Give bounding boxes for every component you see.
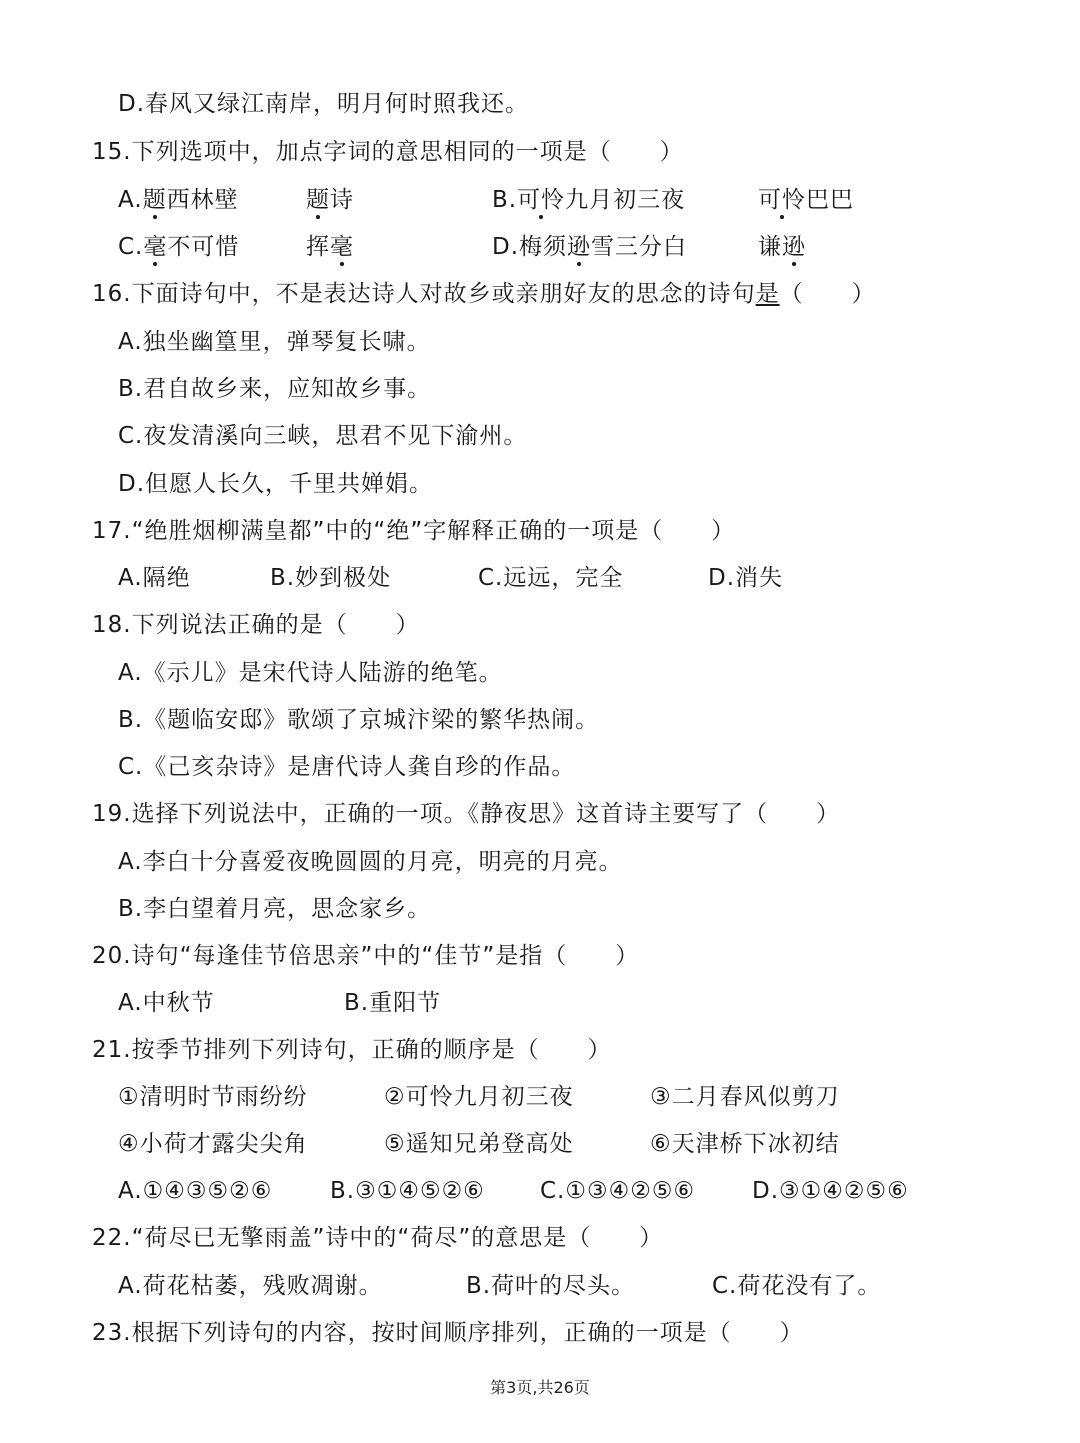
q21-item-5: ⑤遥知兄弟登高处: [384, 1131, 574, 1157]
q21-option-c: C.①③④②⑤⑥: [540, 1178, 696, 1204]
q16-option-a: A.独坐幽篁里，弹琴复长啸。: [118, 329, 431, 355]
q17-options: [0, 558, 1080, 598]
q17-option-d: D.消失: [708, 565, 784, 591]
q17-stem: 17.“绝胜烟柳满皇都”中的“绝”字解释正确的一项是（ ）: [92, 518, 736, 544]
q22-stem: 22.“荷尽已无擎雨盖”诗中的“荷尽”的意思是（ ）: [92, 1225, 664, 1251]
q21-items-row2: [0, 1124, 1080, 1164]
q21-option-b: B.③①④⑤②⑥: [330, 1178, 485, 1204]
q15-option-a1: A.题西林壁: [118, 180, 239, 220]
q15-option-c1: C.毫不可惜: [118, 227, 239, 267]
q17-option-b: B.妙到极处: [270, 565, 392, 591]
q22-option-c: C.荷花没有了。: [712, 1273, 882, 1299]
q17-option-c: C.远远，完全: [478, 565, 624, 591]
q15-option-c2: 挥毫: [306, 227, 354, 267]
q15-option-d2: 谦逊: [758, 227, 806, 267]
q22-option-a: A.荷花枯萎，残败凋谢。: [118, 1273, 383, 1299]
q15-option-a2: 题诗: [306, 180, 354, 220]
q18-option-a: A.《示儿》是宋代诗人陆游的绝笔。: [118, 660, 503, 686]
q16-stem: 16.下面诗句中，不是表达诗人对故乡或亲朋好友的思念的诗句是（ ）: [92, 281, 876, 307]
q15-option-d1: D.梅须逊雪三分白: [492, 227, 687, 267]
q19-option-a: A.李白十分喜爱夜晚圆圆的月亮，明亮的月亮。: [118, 849, 623, 875]
q14-option-d: D.春风又绿江南岸，明月何时照我还。: [118, 91, 530, 117]
q15-options-row2: [0, 227, 1080, 267]
q22-options: [0, 1266, 1080, 1306]
q20-option-b: B.重阳节: [344, 990, 442, 1016]
q18-stem: 18.下列说法正确的是（ ）: [92, 612, 420, 638]
page-number: 第3页,共26页: [490, 1378, 590, 1397]
q20-options: [0, 983, 1080, 1023]
q21-item-4: ④小荷才露尖尖角: [118, 1131, 308, 1157]
q20-stem: 20.诗句“每逢佳节倍思亲”中的“佳节”是指（ ）: [92, 943, 640, 969]
q17-option-a: A.隔绝: [118, 565, 191, 591]
q16-option-b: B.君自故乡来，应知故乡事。: [118, 376, 432, 402]
q21-stem: 21.按季节排列下列诗句，正确的顺序是（ ）: [92, 1037, 612, 1063]
q15-option-b2: 可怜巴巴: [758, 180, 854, 220]
q19-option-b: B.李白望着月亮，思念家乡。: [118, 896, 432, 922]
q21-option-d: D.③①④②⑤⑥: [752, 1178, 909, 1204]
q19-stem: 19.选择下列说法中，正确的一项。《静夜思》这首诗主要写了（ ）: [92, 801, 841, 827]
q21-item-2: ②可怜九月初三夜: [384, 1084, 574, 1110]
q15-stem: 15.下列选项中，加点字词的意思相同的一项是（ ）: [92, 139, 684, 165]
q18-option-b: B.《题临安邸》歌颂了京城汴梁的繁华热闹。: [118, 707, 600, 733]
q21-item-6: ⑥天津桥下冰初结: [650, 1131, 840, 1157]
q21-item-3: ③二月春风似剪刀: [650, 1084, 840, 1110]
q21-items-row1: [0, 1077, 1080, 1117]
q15-option-b1: B.可怜九月初三夜: [492, 180, 685, 220]
q21-item-1: ①清明时节雨纷纷: [118, 1084, 308, 1110]
q20-option-a: A.中秋节: [118, 990, 215, 1016]
q16-option-c: C.夜发清溪向三峡，思君不见下渝州。: [118, 423, 528, 449]
q18-option-c: C.《己亥杂诗》是唐代诗人龚自珍的作品。: [118, 754, 576, 780]
q15-options-row1: [0, 180, 1080, 220]
q22-option-b: B.荷叶的尽头。: [466, 1273, 636, 1299]
q21-options: [0, 1171, 1080, 1211]
q23-stem: 23.根据下列诗句的内容，按时间顺序排列，正确的一项是（ ）: [92, 1320, 804, 1346]
q16-option-d: D.但愿人长久，千里共婵娟。: [118, 471, 434, 497]
q21-option-a: A.①④③⑤②⑥: [118, 1178, 273, 1204]
